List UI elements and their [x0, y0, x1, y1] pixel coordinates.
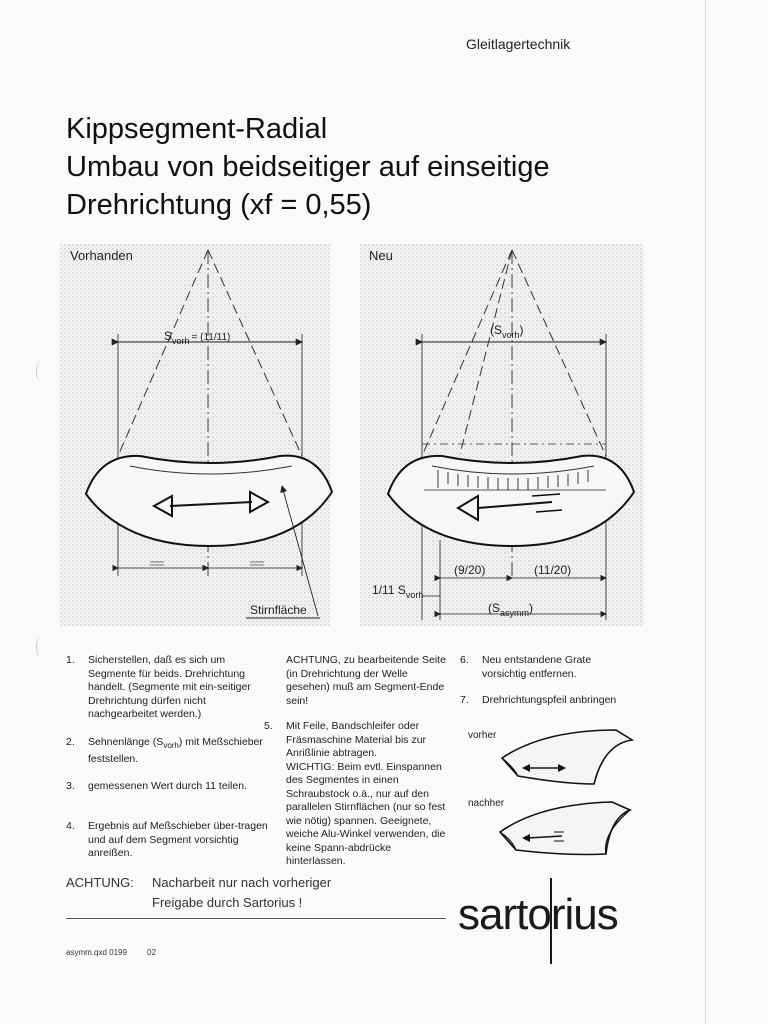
technical-drawing [60, 244, 650, 639]
after-label: nachher [468, 798, 505, 809]
shaded-background [60, 244, 330, 626]
diagram-new [360, 244, 644, 626]
segment-before-illustration [494, 724, 634, 799]
document-title [66, 110, 550, 224]
step-text: Neu entstandene Grate vorsichtig entfernen. [482, 654, 592, 680]
approval-notice [66, 873, 331, 913]
dimension-label-9-20: (9/20) [454, 563, 486, 577]
dimension-label-existing: $S_{vorh}$ $^{= (11/11)}$ [164, 329, 231, 346]
dimension-label-one-eleventh: 1/11 $S_{vorh}$ [372, 583, 424, 600]
dimension-label-asymm: $(S_{asymm})$ [488, 601, 533, 618]
section-label: Gleitlagertechnik [466, 36, 571, 52]
scan-edge-line [705, 0, 706, 1024]
before-label: vorher [468, 730, 497, 741]
segment-end-warning: ACHTUNG, zu bearbeitende Seite (in Drehrichtung der Welle gesehen) muß am Segment-Ende sein! [286, 654, 446, 707]
file-name: asymm.qxd 0199 [66, 948, 127, 957]
diagram-existing [60, 244, 332, 626]
dimension-label-new: $(S_{vorh})$ [490, 323, 524, 340]
caution-text-line-1: Nacharbeit nur nach vorheriger [152, 875, 332, 890]
segment-after-illustration [494, 794, 634, 869]
step-text: gemessenen Wert durch 11 teilen. [88, 780, 247, 792]
step-text: Sicherstellen, daß es sich um Segmente für beids. Drehrichtung handelt. (Segmente mit ein-seitiger Drehrichtung dürfen nicht nachgearbeitet werden.) [88, 654, 251, 720]
shaded-background [360, 244, 644, 626]
diagram-label-existing: Vorhanden [70, 248, 133, 263]
punch-hole-mark [36, 360, 47, 382]
callout-face-label: Stirnfläche [250, 603, 307, 617]
caution-label: ACHTUNG: [66, 875, 134, 890]
footer-divider [66, 918, 446, 919]
diagram-label-new: Neu [369, 248, 393, 263]
file-info [66, 948, 174, 957]
title-line-3: Drehrichtung (xf = 0,55) [66, 189, 372, 221]
clamping-warning: WICHTIG: Beim evtl. Einspannen des Segmentes in einen Schraubstock o.ä., nur auf den parallelen Stirnflächen (nur so fest wie nötig) spannen. Geeignete, weiche Alu-Winkel verwenden, die keine Spann-abdrücke hinterlassen. [286, 760, 446, 867]
punch-hole-mark [36, 636, 47, 658]
sartorius-logo: sartorius [458, 890, 618, 939]
page-number: 02 [147, 948, 157, 957]
step-text: Mit Feile, Bandschleifer oder Fräsmaschine Material bis zur Anrißlinie abtragen. [286, 720, 427, 759]
title-line-1: Kippsegment-Radial [66, 113, 328, 145]
title-line-2: Umbau von beidseitiger auf einseitige [66, 151, 550, 183]
step-text: Ergebnis auf Meßschieber über-tragen und auf dem Segment vorsichtig anreißen. [88, 820, 268, 859]
step-text: Sehnenlänge $(S_{vorh})$ mit Meßschieber feststellen. [88, 736, 263, 765]
step-text: Drehrichtungspfeil anbringen [482, 694, 617, 706]
dimension-label-11-20: (11/20) [534, 563, 572, 577]
caution-text-line-2: Freigabe durch Sartorius ! [152, 895, 303, 910]
